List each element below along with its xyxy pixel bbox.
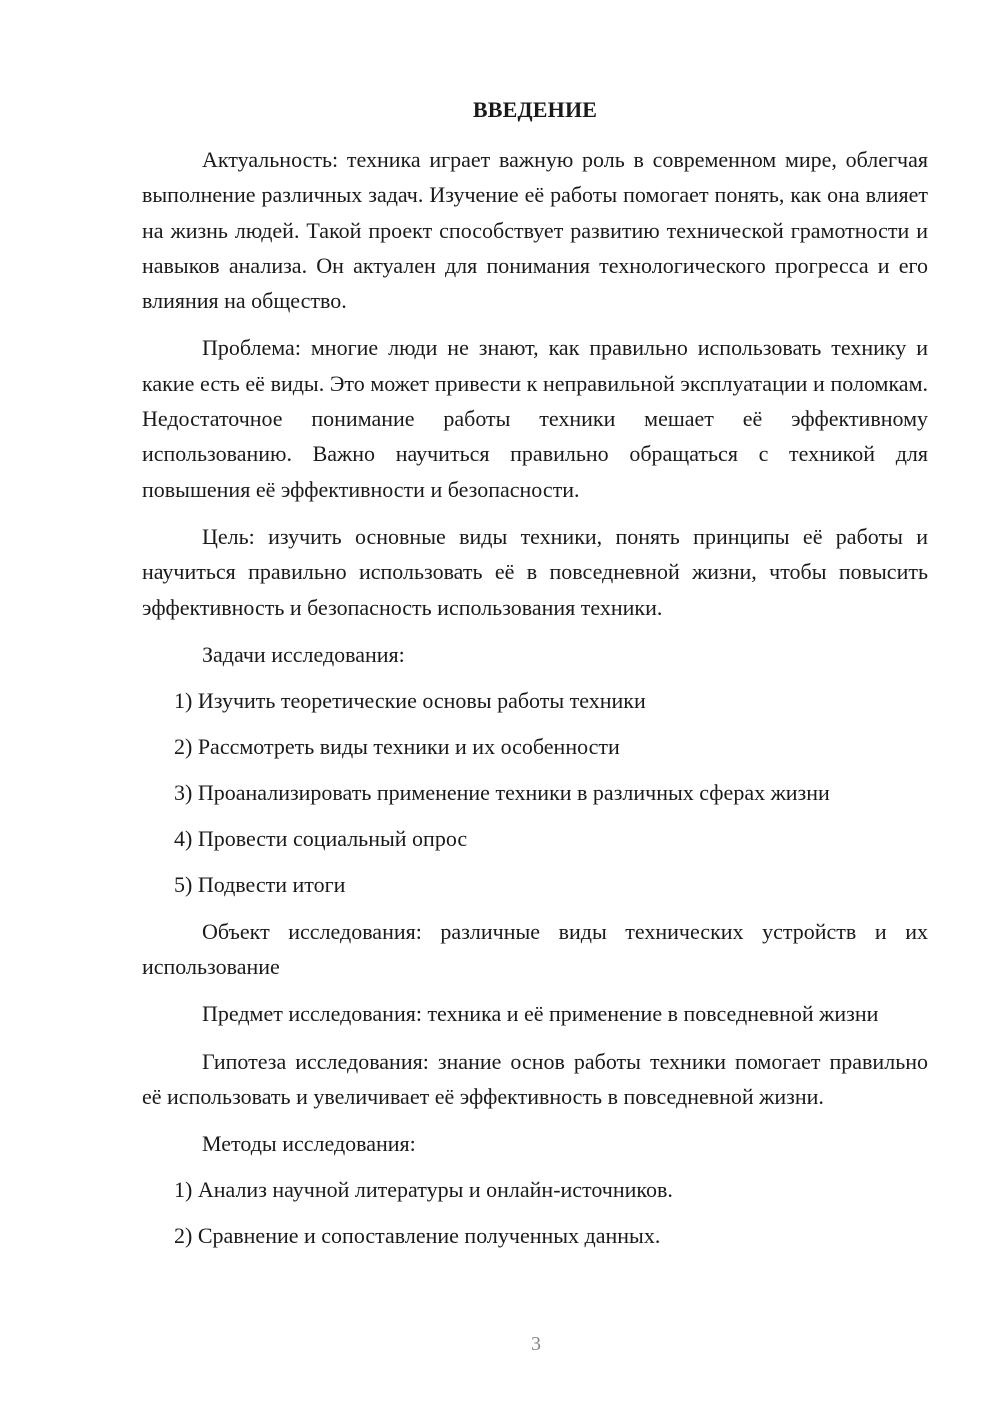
page-number: 3 bbox=[531, 1333, 541, 1355]
hypothesis-paragraph: Гипотеза исследования: знание основ работы техники помогает правильно её использовать и увеличивает её эффективность в повседневной жизни. bbox=[142, 1048, 928, 1110]
methods-heading: Методы исследования: bbox=[202, 1131, 416, 1157]
tasks-list bbox=[142, 683, 928, 902]
subject-paragraph: Предмет исследования: техника и её применение в повседневной жизни bbox=[202, 1001, 879, 1027]
list-item: 1) Изучить теоретические основы работы техники bbox=[174, 687, 646, 713]
list-item: 2) Рассмотреть виды техники и их особенности bbox=[174, 733, 620, 759]
methods-list bbox=[142, 1172, 928, 1264]
object-paragraph: Объект исследования: различные виды технических устройств и их использование bbox=[142, 918, 928, 980]
list-item: 1) Анализ научной литературы и онлайн-источников. bbox=[174, 1177, 673, 1203]
list-item: 5) Подвести итоги bbox=[174, 871, 346, 897]
goal-paragraph: Цель: изучить основные виды техники, понять принципы её работы и научиться правильно использовать её в повседневной жизни, чтобы повысить эффективность и безопасность использования техники. bbox=[142, 523, 928, 620]
tasks-heading: Задачи исследования: bbox=[202, 641, 405, 667]
relevance-paragraph: Актуальность: техника играет важную роль в современном мире, облегчая выполнение различных задач. Изучение её работы помогает понять, как она влияет на жизнь людей. Такой проект способствует развитию технической грамотности и навыков анализа. Он актуален для понимания технологического прогресса и его влияния на общество. bbox=[142, 147, 928, 314]
list-item: 2) Сравнение и сопоставление полученных данных. bbox=[174, 1223, 661, 1249]
list-item: 4) Провести социальный опрос bbox=[174, 825, 468, 851]
page-title: ВВЕДЕНИЕ bbox=[472, 97, 598, 122]
problem-paragraph: Проблема: многие люди не знают, как правильно использовать технику и какие есть её виды. Это может привести к неправильной эксплуатации и поломкам. Недостаточное понимание работы техники мешает её эффективному использованию. Важно научиться правильно обращаться с техникой для повышения её эффективности и безопасности. bbox=[142, 335, 928, 502]
document-page bbox=[142, 96, 928, 1264]
list-item: 3) Проанализировать применение техники в различных сферах жизни bbox=[174, 779, 830, 805]
